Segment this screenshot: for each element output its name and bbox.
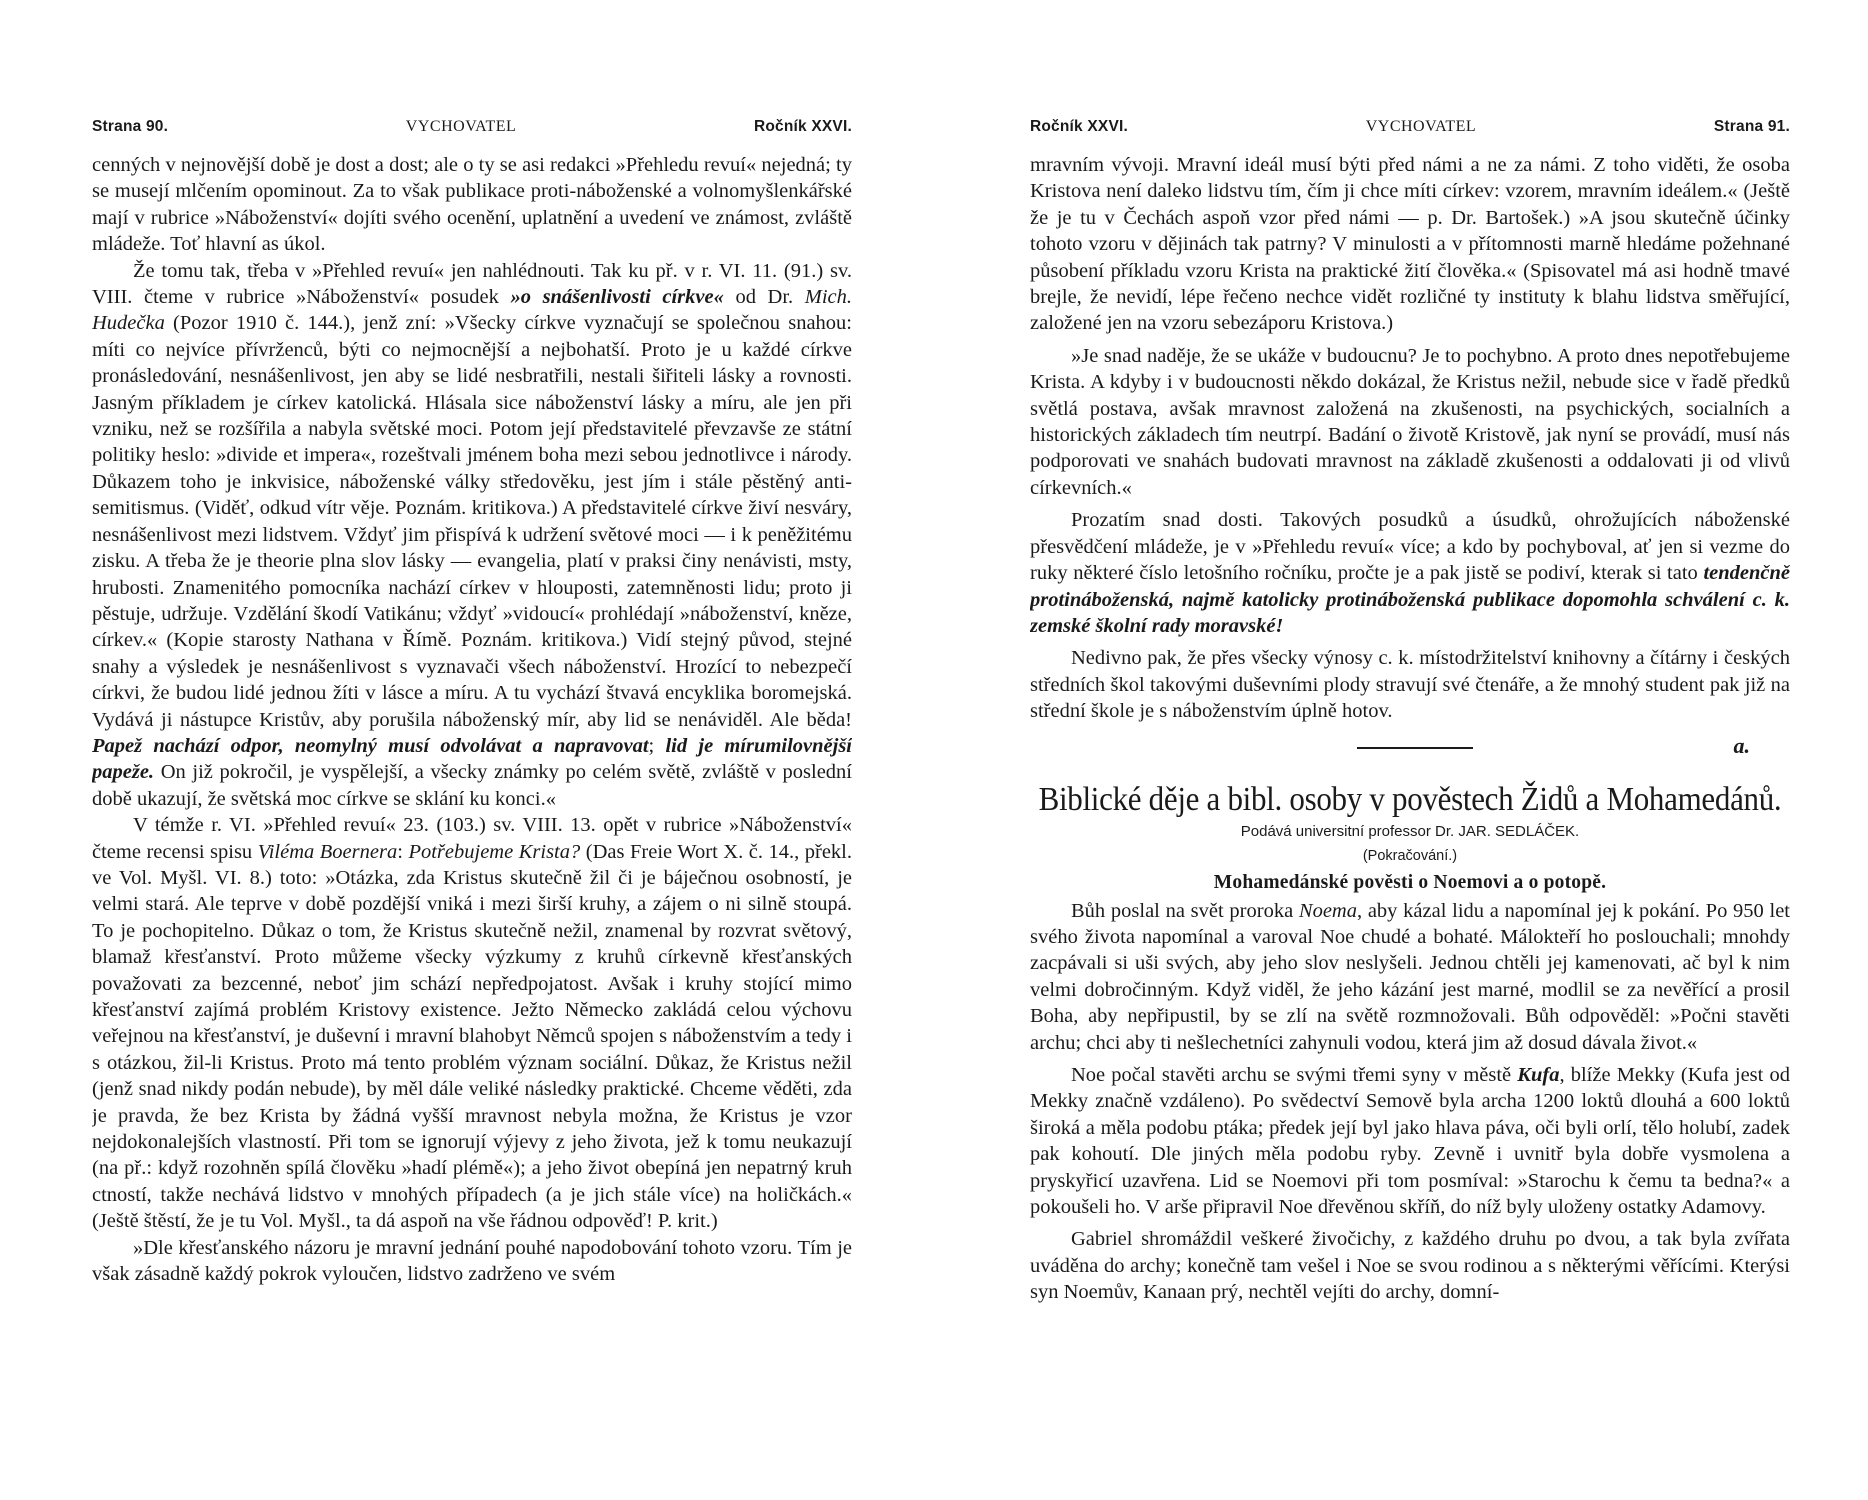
paragraph: mravním vývoji. Mravní ideál musí býti před námi a ne za námi. Z toho viděti, že osoba Kristova není daleko lidstvu tím, čím ji chce míti církev: vzorem, mravním ideálem.« (Ještě že je tu v Čechách aspoň vzor před námi — p. Dr. Bartošek.) »A jsou skutečně účinky tohoto vzoru v dějinách tak patrny? V minulosti a v přítomnosti marně hledáme požehnané působení příkladu vzoru Krista na praktické žití člověka.« (Spisovatel má asi hodně tmavé brejle, že nevidí, lépe řečeno nechce vidět rozličné ty instituty k blahu lidstva směřující, založené jen na vzoru sebezáporu Kristova.)	[1030, 154, 1790, 335]
left-page	[92, 118, 852, 1418]
right-text-column-article	[1030, 898, 1790, 1306]
section-divider	[1030, 733, 1790, 767]
paragraph: Bůh poslal na svět proroka Noema, aby kázal lidu a napomínal jej k pokání. Po 950 let svého života napomínal a varoval Noe chudé a bohaté. Málokteří ho poslouchali; mnohdy zacpávali si uši svých, aby jeho slov neslyšeli. Jednou chtěli jej kamenovati, ač byl k nim velmi dobročinným. Když viděl, že jeho kázání jest marné, modlil se za nevěřící a prosil Boha, aby nepřipustil, by se zlí na světě rozmnožovali. Bůh odpověděl: »Počni stavěti archu; chci aby ti nešlechetníci zahynuli vodou, která jim až dosud dávala život.«	[1030, 899, 1790, 1054]
article-title: Biblické děje a bibl. osoby v pověstech Židů a Mohamedánů.	[1038, 779, 1782, 817]
divider-rule	[1357, 747, 1473, 749]
paragraph: Gabriel shromáždil veškeré živočichy, z každého druhu po dvou, a tak byla zvířata uváděna do archy; konečně tam vešel i Noe se svou rodinou a s některými věřícími. Kterýsi syn Noemův, Kanaan prý, nechtěl vejíti do archy, domní-	[1030, 1228, 1790, 1304]
left-journal-title: VYCHOVATEL	[405, 118, 517, 135]
left-volume: Ročník XXVI.	[753, 118, 852, 135]
right-page-number: Strana 91.	[1713, 118, 1790, 135]
left-running-header	[92, 118, 852, 152]
right-journal-title: VYCHOVATEL	[1365, 118, 1477, 135]
paragraph: »Dle křesťanského názoru je mravní jednání pouhé napodobování tohoto vzoru. Tím je však zásadně každý pokrok vyloučen, lidstvo zadrženo ve svém	[92, 1236, 852, 1286]
right-volume: Ročník XXVI.	[1030, 118, 1129, 135]
paragraph: cenných v nejnovější době je dost a dost; ale o ty se asi redakci »Přehledu revuí« nejedná; ty se musejí mlčením opominout. Za to však publikace proti-náboženské a volnomyšlenkářské mají v rubrice »Náboženství« dojíti svého ocenění, uplatnění a uvedení ve známost, zvláště mládeže. Toť hlavní as úkol.	[92, 154, 852, 256]
right-page	[1030, 118, 1790, 1418]
left-text-column	[92, 152, 852, 1287]
article-subtitle: Mohamedánské pověsti o Noemovi a o potopě.	[1213, 871, 1607, 893]
author-signature: a.	[1733, 732, 1750, 758]
article-continued-note: (Pokračování.)	[1362, 847, 1458, 864]
right-text-column-top	[1030, 152, 1790, 725]
paragraph: Prozatím snad dosti. Takových posudků a úsudků, ohrožujících náboženské přesvědčení mládeže, je v »Přehledu revuí« více; a kdo by pochyboval, ať jen si vezme do ruky některé číslo letošního ročníku, pročte je a pak jistě se podiví, kterak si tato tendenčně protináboženská, najmě katolicky protináboženská publikace dopomohla schválení c. k. zemské školní rady moravské!	[1030, 509, 1790, 637]
paragraph: Že tomu tak, třeba v »Přehled revuí« jen nahlédnouti. Tak ku př. v r. VI. 11. (91.) sv. VIII. čteme v rubrice »Náboženství« posudek »o snášenlivosti církve« od Dr. Mich. Hudečka (Pozor 1910 č. 144.), jenž zní: »Všecky církve vyznačují se společnou snahou: míti co nejvíce přívrženců, býti co nejmocnější a nejbohatší. Proto je u každé církve pronásledování, nesnášenlivost, jen aby se lidé nesbratřili, nestali šiřiteli lásky a rovnosti. Jasným příkladem je církev katolická. Hlásala sice náboženství lásky a míru, ale jen při vzniku, než se rozšířila a nabyla světské moci. Potom její představitelé převzavše ze státní politiky heslo: »divide et impera«, rozeštvali jménem boha mezi sebou jednotlivce i národy. Důkazem toho je inkvisice, náboženské války středověku, jest jím i stále pěstěný anti-semitismus. (Viděť, odkud vítr věje. Poznám. kritikova.) A představitelé církve živí nesváry, nesnášenlivost mezi lidstvem. Vždyť jim přispívá k udržení světové moci — i k peněžitému zisku. A třeba že je theorie plna slov lásky — evangelia, platí v praksi činy nenávisti, msty, hrubosti. Znamenitého pomocníka nachází církev v hlouposti, zatemněnosti lidu; proto ji pěstuje, udržuje. Vzdělání škodí Vatikánu; vždyť »vidoucí« prohlédají »náboženství, kněze, církev.« (Kopie starosty Nathana v Římě. Poznám. kritikova.) Vidí stejný původ, stejné snahy a výsledek je nesnášenlivost s vyznavači všech náboženství. Hrozící to nebezpečí církvi, že budou lidé jednou žíti v lásce a míru. A tu vychází štvavá encyklika boromejská. Vydává ji nástupce Kristův, aby porušila náboženský mír, aby lid se nenáviděl. Ale běda! Papež nachází odpor, neomylný musí odvolávat a napravovat; lid je mírumilovnější papeže. On již pokročil, je vyspělejší, a všecky známky po celém světě, zvláště v poslední době ukazují, že světská moc církve se sklání ku konci.«	[92, 259, 852, 810]
paragraph: Noe počal stavěti archu se svými třemi syny v městě Kufa, blíže Mekky (Kufa jest od Mekky značně vzdáleno). Po svědectví Semově byla archa 1200 loktů dlouhá a 600 loktů široká a měla podobu ptáka; předek její byl jako hlava páva, oči byli orlí, tělo holubí, zadek pak kohoutí. Dle jiných měla podobu ryby. Zevně i uvnitř byla dobře vysmolena a pryskyřicí uzavřena. Lid se Noemovi při tom posmíval: »Starochu k čemu ta bedna?« a pokoušeli ho. V arše připravil Noe dřevěnou skříň, do níž byly uloženy ostatky Adamovy.	[1030, 1063, 1790, 1218]
paragraph: »Je snad naděje, že se ukáže v budoucnu? Je to pochybno. A proto dnes nepotřebujeme Krista. A kdyby i v budoucnosti někdo dokázal, že Kristus nežil, nebude sice v řadě předků světlá postava, avšak mravnost založená na zkušenosti, na psychických, socialních a historických základech tím neutrpí. Badání o životě Kristově, jak nyní se provádí, musí nás podporovati ve snahách budovati mravnost na základě zkušenosti a oddalovati ji od vlivů církevních.«	[1030, 344, 1790, 499]
paragraph: Nedivno pak, že přes všecky výnosy c. k. místodržitelství knihovny a čítárny i českých středních škol takovými duševními plody stravují své čtenáře, a že mnohý student pak již na střední škole je s náboženstvím úplně hotov.	[1030, 647, 1790, 723]
article-author: Podává universitní professor Dr. JAR. SEDLÁČEK.	[1240, 822, 1580, 840]
left-page-number: Strana 90.	[92, 118, 169, 135]
right-running-header	[1030, 118, 1790, 152]
paragraph: V témže r. VI. »Přehled revuí« 23. (103.) sv. VIII. 13. opět v rubrice »Náboženství« čteme recensi spisu Viléma Boernera: Potřebujeme Krista? (Das Freie Wort X. č. 14., překl. ve Vol. Myšl. VI. 8.) toto: »Otázka, zda Kristus skutečně žil či je báječnou osobností, je velmi stará. Ale teprve v době pozdější vniká i mezi širší kruhy, a zájem o ni silně stoupá. To je pochopitelno. Důkaz o tom, že Kristus skutečně nežil, znamenal by rozvrat světový, blamaž křesťanství. Proto můžeme všecky výzkumy z kruhů církevně křesťanských považovati za bezcenné, neboť jim schází nepředpojatost. Avšak i kruhy stojící mimo křesťanství zajímá problém Kristovy existence. Ježto Německo zakládá celou výchovu veřejnou na křesťanství, je duševní i mravní blahobyt Němců spojen s náboženstvím a tedy i s otázkou, žil-li Kristus. Proto má tento problém význam sociální. Důkaz, že Kristus nežil (jenž snad nikdy podán nebude), by měl dále veliké následky praktické. Chceme věděti, zda je pravda, že bez Krista by žádná vyšší mravnost nebyla možna, že Kristus je vzor nejdokonalejších vlastností. Při tom se ignorují výjevy z jeho života, jež k tomu neukazují (na př.: když rozohněn spílá člověku »hadí plémě«); a jeho život obepíná jen nepatrný kruh ctností, takže nechává lidstvo v mnohých případech (a je jich stále více) na holičkách.« (Ještě štěstí, že je tu Vol. Myšl., ta dá aspoň na vše řádnou odpověď! P. krit.)	[92, 814, 852, 1233]
